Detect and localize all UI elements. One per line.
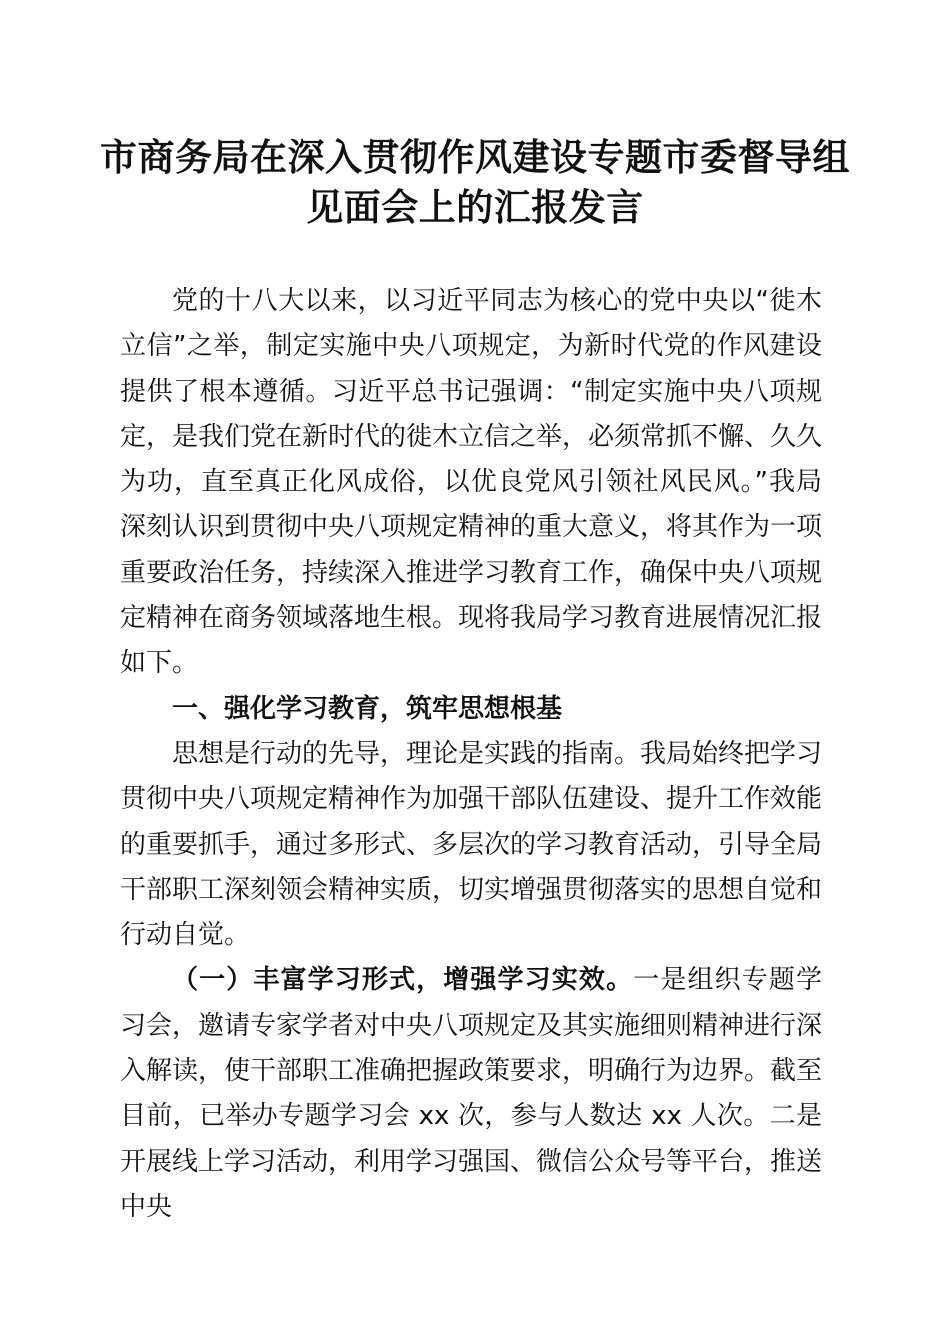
intro-paragraph: 党的十八大以来，以习近平同志为核心的党中央以“徙木立信”之举，制定实施中央八项规定，为新时代党的作风建设提供了根本遵循。习近平总书记强调：“制定实施中央八项规定，是我们党在新时代的徙木立信之举，必须常抓不懈、久久为功，直至真正化风成俗，以优良党风引领社风民风。”我局深刻认识到贯彻中央八项规定精神的重大意义，将其作为一项重要政治任务，持续深入推进学习教育工作，确保中央八项规定精神在商务领域落地生根。现将我局学习教育进展情况汇报如下。 xyxy=(120,286,823,679)
section-1-heading: 一、强化学习教育，筑牢思想根基 xyxy=(172,693,563,724)
subsection-1-heading: （一）丰富学习形式，增强学习实效。 xyxy=(172,965,634,996)
section-1-paragraph: 思想是行动的先导，理论是实践的指南。我局始终把学习贯彻中央八项规定精神作为加强干部队伍建设、提升工作效能的重要抓手，通过多形式、多层次的学习教育活动，引导全局干部职工深刻领会精神实质，切实增强贯彻落实的思想自觉和行动自觉。 xyxy=(120,738,823,951)
subsection-1-paragraph xyxy=(120,958,822,1230)
subsection-1-text: 一是组织专题学习会，邀请专家学者对中央八项规定及其实施细则精神进行深入解读，使干部职工准确把握政策要求，明确行为边界。截至目前，已举办专题学习会 xx 次，参与人数达 xx 人次。二是开展线上学习活动，利用学习强国、微信公众号等平台，推送中央 xyxy=(120,965,823,1222)
document-body xyxy=(120,279,822,1230)
document-title: 市商务局在深入贯彻作风建设专题市委督导组见面会上的汇报发言 xyxy=(100,135,850,229)
